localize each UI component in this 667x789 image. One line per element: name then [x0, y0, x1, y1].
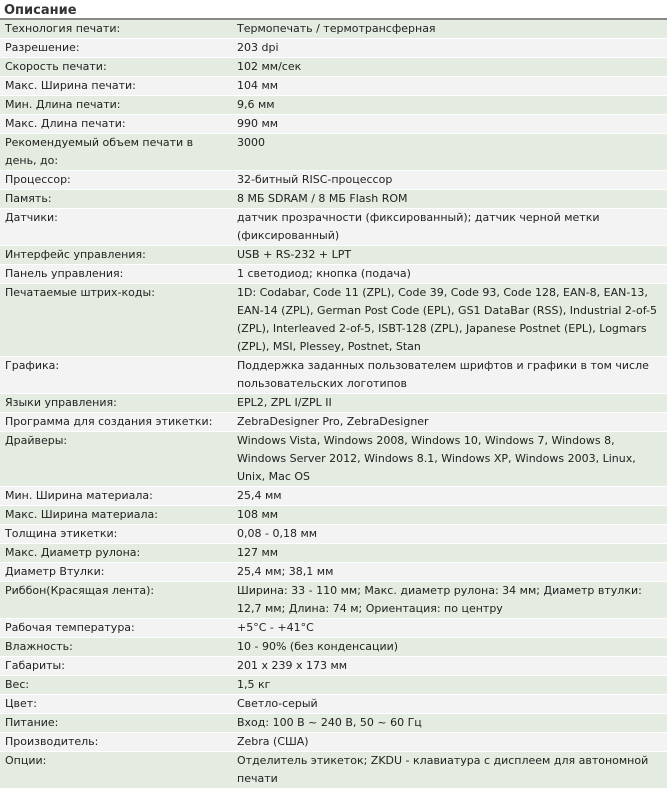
spec-row	[0, 96, 667, 115]
spec-label: Толщина этикетки:	[0, 525, 231, 544]
spec-label: Макс. Диаметр рулона:	[0, 544, 231, 563]
spec-label: Печатаемые штрих-коды:	[0, 284, 231, 357]
spec-value: 108 мм	[231, 506, 667, 525]
spec-row	[0, 544, 667, 563]
spec-value: 1,5 кг	[231, 676, 667, 695]
spec-value: Термопечать / термотрансферная	[231, 20, 667, 39]
spec-row	[0, 246, 667, 265]
spec-label: Макс. Ширина печати:	[0, 77, 231, 96]
spec-label: Разрешение:	[0, 39, 231, 58]
spec-label: Процессор:	[0, 171, 231, 190]
spec-label: Влажность:	[0, 638, 231, 657]
spec-row	[0, 284, 667, 357]
spec-value: Ширина: 33 - 110 мм; Макс. диаметр рулона: 34 мм; Диаметр втулки: 12,7 мм; Длина: 74 м; Ориентация: по центру	[231, 582, 667, 619]
spec-value: Вход: 100 В ~ 240 В, 50 ~ 60 Гц	[231, 714, 667, 733]
spec-row	[0, 676, 667, 695]
spec-label: Питание:	[0, 714, 231, 733]
spec-row	[0, 638, 667, 657]
spec-value: 1D: Codabar, Code 11 (ZPL), Code 39, Code 93, Code 128, EAN-8, EAN-13, EAN-14 (ZPL), German Post Code (EPL), GS1 DataBar (RSS), Industrial 2-of-5 (ZPL), Interleaved 2-of-5, ISBT-128 (ZPL), Japanese Postnet (EPL), Logmars (ZPL), MSI, Plessey, Postnet, Stan	[231, 284, 667, 357]
spec-row	[0, 714, 667, 733]
spec-row	[0, 171, 667, 190]
spec-row	[0, 394, 667, 413]
spec-value: 0,08 - 0,18 мм	[231, 525, 667, 544]
spec-value: ZebraDesigner Pro, ZebraDesigner	[231, 413, 667, 432]
spec-label: Мин. Ширина материала:	[0, 487, 231, 506]
spec-label: Датчики:	[0, 209, 231, 246]
spec-label: Цвет:	[0, 695, 231, 714]
spec-row	[0, 58, 667, 77]
spec-label: Технология печати:	[0, 20, 231, 39]
spec-value: 127 мм	[231, 544, 667, 563]
spec-row	[0, 657, 667, 676]
spec-value: EPL2, ZPL I/ZPL II	[231, 394, 667, 413]
spec-row	[0, 432, 667, 487]
spec-label: Вес:	[0, 676, 231, 695]
spec-value: 104 мм	[231, 77, 667, 96]
spec-value: 9,6 мм	[231, 96, 667, 115]
spec-value: 3000	[231, 134, 667, 171]
spec-value: +5°C - +41°C	[231, 619, 667, 638]
spec-value: Windows Vista, Windows 2008, Windows 10, Windows 7, Windows 8, Windows Server 2012, Windows 8.1, Windows XP, Windows 2003, Linux, Unix, Mac OS	[231, 432, 667, 487]
spec-table	[0, 20, 667, 789]
spec-label: Программа для создания этикетки:	[0, 413, 231, 432]
spec-value: Поддержка заданных пользователем шрифтов и графики в том числе пользовательских логотипов	[231, 357, 667, 394]
spec-value: Zebra (США)	[231, 733, 667, 752]
spec-value: 32-битный RISC-процессор	[231, 171, 667, 190]
spec-label: Макс. Длина печати:	[0, 115, 231, 134]
spec-value: 1 светодиод; кнопка (подача)	[231, 265, 667, 284]
spec-value: USB + RS-232 + LPT	[231, 246, 667, 265]
spec-value: Отделитель этикеток; ZKDU - клавиатура с дисплеем для автономной печати	[231, 752, 667, 789]
spec-row	[0, 209, 667, 246]
spec-label: Графика:	[0, 357, 231, 394]
spec-value: 25,4 мм; 38,1 мм	[231, 563, 667, 582]
spec-row	[0, 77, 667, 96]
spec-label: Интерфейс управления:	[0, 246, 231, 265]
spec-label: Риббон(Красящая лента):	[0, 582, 231, 619]
spec-value: 25,4 мм	[231, 487, 667, 506]
spec-value: 102 мм/сек	[231, 58, 667, 77]
spec-value: Светло-серый	[231, 695, 667, 714]
spec-table-body	[0, 20, 667, 789]
spec-label: Диаметр Втулки:	[0, 563, 231, 582]
spec-label: Опции:	[0, 752, 231, 789]
spec-label: Панель управления:	[0, 265, 231, 284]
spec-value: 201 x 239 x 173 мм	[231, 657, 667, 676]
spec-label: Рекомендуемый объем печати в день, до:	[0, 134, 231, 171]
spec-label: Память:	[0, 190, 231, 209]
spec-row	[0, 487, 667, 506]
spec-row	[0, 506, 667, 525]
spec-row	[0, 190, 667, 209]
spec-value: 8 МБ SDRAM / 8 МБ Flash ROM	[231, 190, 667, 209]
spec-row	[0, 413, 667, 432]
spec-row	[0, 115, 667, 134]
spec-value: 990 мм	[231, 115, 667, 134]
spec-row	[0, 582, 667, 619]
spec-row	[0, 563, 667, 582]
spec-row	[0, 39, 667, 58]
spec-row	[0, 695, 667, 714]
spec-label: Драйверы:	[0, 432, 231, 487]
spec-value: 10 - 90% (без конденсации)	[231, 638, 667, 657]
spec-value: 203 dpi	[231, 39, 667, 58]
spec-row	[0, 619, 667, 638]
spec-row	[0, 357, 667, 394]
spec-label: Габариты:	[0, 657, 231, 676]
spec-label: Рабочая температура:	[0, 619, 231, 638]
spec-label: Языки управления:	[0, 394, 231, 413]
section-title: Описание	[0, 0, 667, 20]
spec-label: Производитель:	[0, 733, 231, 752]
spec-label: Макс. Ширина материала:	[0, 506, 231, 525]
spec-value: датчик прозрачности (фиксированный); датчик черной метки (фиксированный)	[231, 209, 667, 246]
spec-label: Скорость печати:	[0, 58, 231, 77]
spec-row	[0, 134, 667, 171]
spec-row	[0, 525, 667, 544]
spec-row	[0, 20, 667, 39]
spec-label: Мин. Длина печати:	[0, 96, 231, 115]
spec-row	[0, 752, 667, 789]
spec-row	[0, 733, 667, 752]
spec-row	[0, 265, 667, 284]
